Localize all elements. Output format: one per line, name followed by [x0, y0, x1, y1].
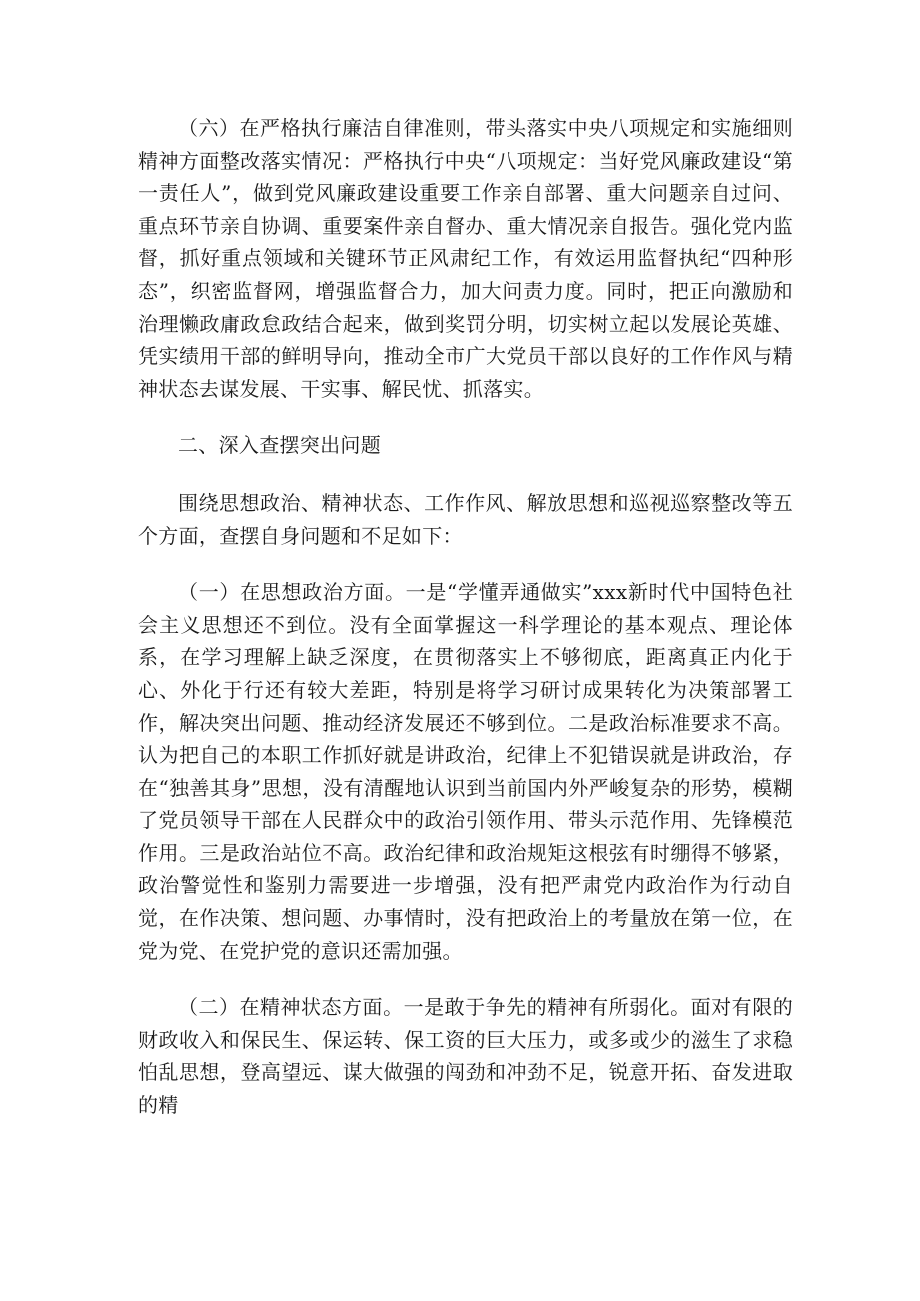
section-heading-problems: 二、深入查摆突出问题: [178, 433, 381, 458]
paragraph-ideological-political: （一）在思想政治方面。一是“学懂弄通做实”xxx新时代中国特色社会主义思想还不到位。没有全面掌握这一科学理论的基本观点、理论体系，在学习理解上缺乏深度，在贯彻落实上不够彻底，距离真正内化于心、外化于行还有较大差距，特别是将学习研讨成果转化为决策部署工作，解决突出问题、推动经济发展还不够到位。二是政治标准要求不高。认为把自己的本职工作抓好就是讲政治，纪律上不犯错误就是讲政治，存在“独善其身”思想，没有清醒地认识到当前国内外严峻复杂的形势，模糊了党员领导干部在人民群众中的政治引领作用、带头示范作用、先锋模范作用。三是政治站位不高。政治纪律和政治规矩这根弦有时绷得不够紧，政治警觉性和鉴别力需要进一步增强，没有把严肃党内政治作为行动自觉，在作决策、想问题、办事情时，没有把政治上的考量放在第一位，在党为党、在党护党的意识还需加强。: [138, 580, 793, 963]
paragraph-party-discipline-rectification: （六）在严格执行廉洁自律准则，带头落实中央八项规定和实施细则精神方面整改落实情况：严格执行中央“八项规定：当好党风廉政建设“第一责任人”，做到党风廉政建设重要工作亲自部署、重大问题亲自过问、重点环节亲自协调、重要案件亲自督办、重大情况亲自报告。强化党内监督，抓好重点领域和关键环节正风肃纪工作，有效运用监督执纪“四种形态”，织密监督网，增强监督合力，加大问责力度。同时，把正向激励和治理懒政庸政怠政结合起来，做到奖罚分明，切实树立起以发展论英雄、凭实绩用干部的鲜明导向，推动全市广大党员干部以良好的工作作风与精神状态去谋发展、干实事、解民忧、抓落实。: [138, 116, 793, 401]
paragraph-spiritual-state: （二）在精神状态方面。一是敢于争先的精神有所弱化。面对有限的财政收入和保民生、保运转、保工资的巨大压力，或多或少的滋生了求稳怕乱思想，登高望远、谋大做强的闯劲和冲劲不足，锐意开拓、奋发进取的精: [138, 995, 793, 1118]
paragraph-problems-intro: 围绕思想政治、精神状态、工作作风、解放思想和巡视巡察整改等五个方面，查摆自身问题和不足如下：: [138, 490, 793, 548]
document-body: [138, 112, 793, 1122]
